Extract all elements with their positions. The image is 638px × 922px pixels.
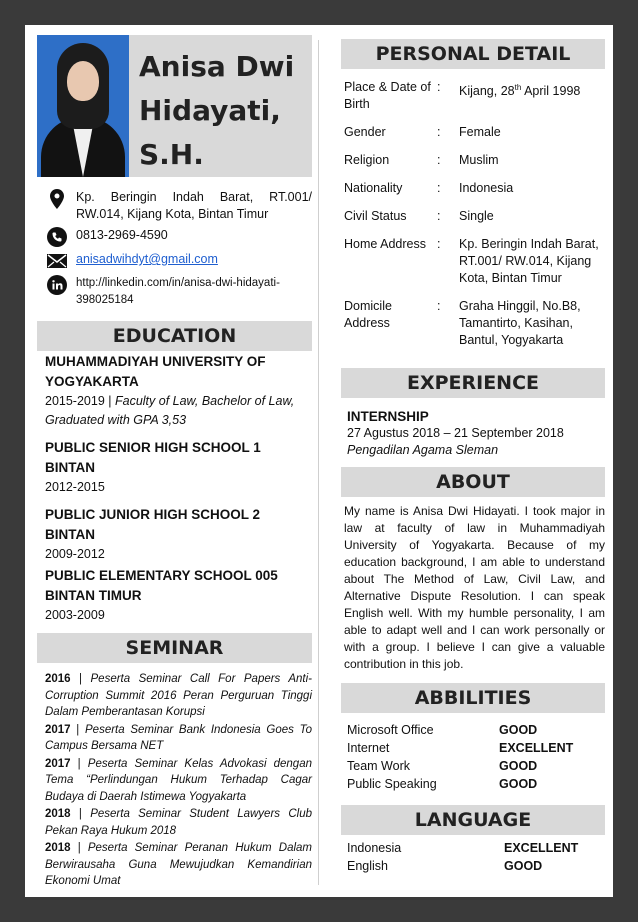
personal-row <box>341 230 605 292</box>
envelope-icon <box>47 251 67 271</box>
personal-colon: : <box>437 181 441 195</box>
personal-key: Gender <box>344 125 386 139</box>
seminar-item: 2017 | Peserta Seminar Bank Indonesia Goes To Campus Bersama NET <box>45 723 312 752</box>
school-name: MUHAMMADIYAH UNIVERSITY OF YOGYAKARTA <box>45 354 266 389</box>
linkedin-link[interactable]: http://linkedin.com/in/anisa-dwi-hidayati-398025184 <box>76 277 280 306</box>
personal-key: Domicile Address <box>344 299 392 330</box>
seminar-item: 2018 | Peserta Seminar Peranan Hukum Dalam Berwirausaha Guna Mewujudkan Kemandirian Ekonomi Umat <box>45 842 312 887</box>
experience-heading: EXPERIENCE <box>341 368 605 398</box>
education-item <box>45 566 312 625</box>
profile-photo <box>37 35 129 177</box>
experience-dates: 27 Agustus 2018 – 21 September 2018 <box>347 426 564 440</box>
personal-value: Female <box>459 125 501 139</box>
personal-value: Muslim <box>459 153 499 167</box>
ability-row: Internet EXCELLENT <box>347 741 574 755</box>
personal-value: Single <box>459 209 494 223</box>
personal-value: Kijang, 28th April 1998 <box>459 83 581 99</box>
experience-place: Pengadilan Agama Sleman <box>347 443 499 457</box>
ability-row: Team Work GOOD <box>347 759 538 773</box>
personal-row <box>341 146 605 174</box>
education-item <box>45 438 312 497</box>
education-item <box>45 505 312 564</box>
name-line: Anisa Dwi <box>139 50 295 83</box>
phone-icon <box>47 227 67 247</box>
linkedin-icon <box>47 275 67 295</box>
about-text: My name is Anisa Dwi Hidayati. I took major in law at faculty of law in Muhammadiyah University of Yogyakarta. Because of my education background, I am able to understand about The Method of Law, Civil Law, and Alternative Dispute Resolution. I can speak English well. With my humble personality, I am able to adapt well and I can work personally or with a group. I believe I can give a valuable contribution in this job. <box>344 504 605 671</box>
seminar-heading: SEMINAR <box>37 633 312 663</box>
contact-email <box>47 251 312 271</box>
contact-phone <box>47 227 312 247</box>
contact-linkedin <box>47 275 312 309</box>
education-heading: EDUCATION <box>37 321 312 351</box>
personal-detail-table <box>341 73 605 354</box>
experience-title: INTERNSHIP <box>347 409 429 424</box>
abilities-heading: ABBILITIES <box>341 683 605 713</box>
email-link[interactable]: anisadwihdyt@gmail.com <box>76 252 218 266</box>
profile-header <box>37 35 312 177</box>
personal-colon: : <box>437 125 441 139</box>
personal-colon: : <box>437 209 441 223</box>
school-years: 2003-2009 <box>45 608 105 622</box>
school-years: 2009-2012 <box>45 547 105 561</box>
seminar-item: 2017 | Peserta Seminar Kelas Advokasi dengan Tema “Perlindungan Hukum Terhadap Cagar Budaya di Daerah Istimewa Yogyakarta <box>45 757 312 803</box>
profile-name <box>129 35 294 177</box>
name-line: S.H. <box>139 138 204 171</box>
school-name: PUBLIC JUNIOR HIGH SCHOOL 2 BINTAN <box>45 507 261 542</box>
right-column <box>341 39 605 875</box>
personal-row <box>341 202 605 230</box>
personal-row <box>341 118 605 146</box>
personal-key: Place & Date of Birth <box>344 80 431 111</box>
personal-value: Kp. Beringin Indah Barat, RT.001/ RW.014, Kijang Kota, Bintan Timur <box>459 237 599 285</box>
school-detail: Faculty of Law, Bachelor of Law, Graduated with GPA 3,53 <box>45 394 295 427</box>
language-heading: LANGUAGE <box>341 805 605 835</box>
contact-address <box>47 189 312 223</box>
personal-key: Civil Status <box>344 209 407 223</box>
location-pin-icon <box>47 189 67 209</box>
school-years: 2012-2015 <box>45 480 105 494</box>
education-item <box>45 352 312 430</box>
language-row: English GOOD <box>347 859 543 873</box>
about-heading: ABOUT <box>341 467 605 497</box>
personal-key: Religion <box>344 153 390 167</box>
personal-key: Home Address <box>344 237 426 251</box>
personal-value: Graha Hinggil, No.B8, Tamantirto, Kasihan, Bantul, Yogyakarta <box>459 299 581 347</box>
personal-colon: : <box>437 80 441 94</box>
personal-value: Indonesia <box>459 181 514 195</box>
personal-row <box>341 73 605 118</box>
ability-row: Public Speaking GOOD <box>347 777 538 791</box>
personal-colon: : <box>437 153 441 167</box>
contact-info <box>37 189 312 309</box>
school-name: PUBLIC ELEMENTARY SCHOOL 005 BINTAN TIMUR <box>45 568 278 603</box>
language-list <box>341 839 605 875</box>
seminar-item: 2018 | Peserta Seminar Student Lawyers Club Pekan Raya Hukum 2018 <box>45 808 312 837</box>
name-line: Hidayati, <box>139 94 281 127</box>
address-text: Kp. Beringin Indah Barat, RT.001/ RW.014, Kijang Kota, Bintan Timur <box>76 190 312 221</box>
seminar-item: 2016 | Peserta Seminar Call For Papers Anti-Corruption Summit 2016 Peran Perguruan Tinggi Dalam Pemberantasan Korupsi <box>45 673 312 718</box>
school-name: PUBLIC SENIOR HIGH SCHOOL 1 BINTAN <box>45 440 261 475</box>
school-years: 2015-2019 | <box>45 394 115 408</box>
language-row: Indonesia EXCELLENT <box>347 841 579 855</box>
ability-row: Microsoft Office GOOD <box>347 723 538 737</box>
column-divider <box>318 40 319 885</box>
personal-row <box>341 292 605 354</box>
personal-colon: : <box>437 237 441 251</box>
left-column <box>37 35 312 891</box>
education-list <box>37 352 312 625</box>
seminar-list <box>37 671 312 890</box>
resume-page <box>25 25 613 897</box>
personal-key: Nationality <box>344 181 403 195</box>
phone-text: 0813-2969-4590 <box>76 228 168 242</box>
experience-item <box>341 408 605 459</box>
abilities-list <box>341 721 605 793</box>
personal-colon: : <box>437 299 441 313</box>
personal-row <box>341 174 605 202</box>
personal-detail-heading: PERSONAL DETAIL <box>341 39 605 69</box>
